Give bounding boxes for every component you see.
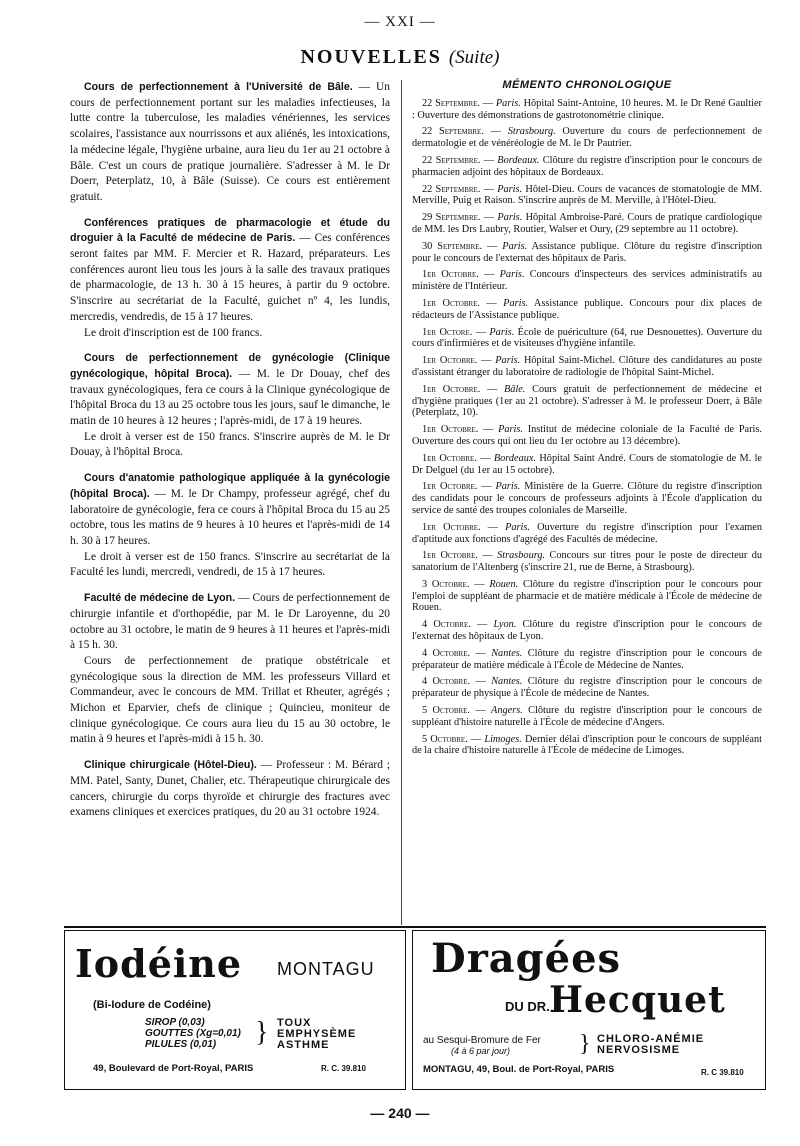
memento-entry: 1er Octobre. — Strasbourg. Concours sur titres pour le poste de directeur du sanatorium de l'Altenberg (s'inscrire 21, rue de Berne, à Strasbourg). <box>412 550 762 574</box>
iodeine-indications <box>277 1018 356 1051</box>
article-text: Le droit à verser est de 150 francs. S'inscrire au secrétariat de la Faculté les lundi, mercredi, vendredi, de 15 à 17 heures. <box>70 550 390 579</box>
dragees-dose: (4 à 6 par jour) <box>451 1046 511 1056</box>
entry-text: Dernier délai d'inscription pour le concours de suppléant de la chaire d'histoire naturelle à l'École de médecine de Limoges. <box>412 733 763 757</box>
iodeine-form: GOUTTES (Xg=0,01) <box>145 1028 241 1039</box>
dragees-indication: NERVOSISME <box>597 1044 681 1056</box>
entry-date: 4 Octobre. <box>422 676 471 688</box>
iodeine-address: 49, Boulevard de Port-Royal, PARIS <box>93 1063 254 1074</box>
entry-date: 1er Octobre. <box>422 383 481 395</box>
article-paragraph <box>70 216 390 326</box>
entry-date: 4 Octobre. <box>422 647 471 659</box>
article-text: Cours de perfectionnement de pratique obstétricale et gynécologique sous la direction de MM. les professeurs Villard et Commandeur, avec le concours de MM. Trillat et Rheuter, agrégés ; Michon et Eparvier, chefs de clinique ; Quincieu, moniteur de clinique gynécologique. Ce cours aura lieu du 15 au 30 octobre, le matin à 9 heures et l'après-midi à 15 h. 30. <box>70 654 390 746</box>
memento-entry: 29 Septembre. — Paris. Hôpital Ambroise-Paré. Cours de pratique cardiologique de MM. les Drs Laubry, Routier, Walser et Oury, (29 septembre au 11 octobre). <box>412 212 762 235</box>
entry-date: 1er Octobre. <box>422 550 478 562</box>
article-text: Le droit d'inscription est de 100 francs. <box>84 326 263 339</box>
dragees-indications <box>597 1034 704 1056</box>
entry-text: Ministère de la Guerre. Clôture du registre d'inscription des candidats pour le concours de professeurs adjoints à l'École d'application du service de santé des troupes coloniales de Marseille. <box>412 481 763 516</box>
news-article <box>70 471 390 581</box>
article-paragraph <box>70 654 390 748</box>
entry-date: 1er Octobre. <box>422 452 477 464</box>
news-article <box>70 758 390 821</box>
iodeine-rc: R. C. 39.810 <box>321 1064 366 1073</box>
memento-entry: 1er Octore. — Paris. École de puériculture (64, rue Desnouettes). Ouverture du cours d'infirmières et de visiteuses d'hygiène infantile. <box>412 326 763 350</box>
entry-date: 1er Octobre. <box>422 355 478 367</box>
entry-date: 1er Octore. <box>422 326 473 338</box>
memento-entry: 1er Octobre. — Bâle. Cours gratuit de perfectionnement de médecine et d'hygiène pratiques (1er au 21 octobre). S'adresser à M. le professeur Doerr, à Bâle (Peterplatz, 10). <box>412 383 762 419</box>
entry-date: 22 Septembre. <box>422 97 480 109</box>
article-title: Cours d'anatomie pathologique appliquée à la gynécologie (hôpital Broca). <box>70 472 390 500</box>
entry-text: Cours gratuit de perfectionnement de médecine et d'hygiène pratiques (1er au 21 octobre). S'adresser à M. le professeur Doerr, à Bâle (Peterplatz, 10). <box>412 383 762 419</box>
entry-city: Paris. <box>489 326 515 338</box>
entry-text: Clôture du registre d'inscription pour le concours de suppléant d'histoire naturelle à l'École de médecine d'Angers. <box>412 705 762 728</box>
article-text: — M. le Dr Champy, professeur agrégé, chef du laboratoire de gynécologie, fera ce cours à l'hôpital Broca du 15 au 25 octobre, tous les matins de 9 heures à 10 heures et l'après-midi de 14 h. 30 à 17 heures. <box>70 487 390 547</box>
memento-entry: 22 Septembre. — Strasbourg. Ouverture du cours de perfectionnement de dermatologie et de vénéréologie de M. le Dr Pautrier. <box>412 126 762 150</box>
entry-city: Paris. <box>502 240 528 252</box>
article-title: Clinique chirurgicale (Hôtel-Dieu). <box>84 759 257 772</box>
dragees-du: DU DR. <box>505 999 550 1014</box>
entry-date: 1er Octobre. <box>422 269 479 281</box>
entry-city: Paris. <box>497 183 523 195</box>
entry-city: Nantes. <box>491 676 523 688</box>
article-title: Conférences pratiques de pharmacologie et étude du droguier à la Faculté de médecine de Paris. <box>70 216 390 245</box>
article-text: — Un cours de perfectionnement portant sur les maladies infectieuses, la lutte contre la tuberculose, les maladies vénériennes, les services scolaires, l'assistance aux nourrissons et aux aliénés, les intoxications, la médecine légale, l'hygiène urbaine, aura lieu du 1er au 21 octobre à Bâle. C'est un cours de pratique journalière. S'adresser à M. le Dr Doerr, Peterplatz, 10, à Bâle (Suisse). Ce cours est entièrement gratuit. <box>70 81 390 203</box>
memento-entry: 1er Octobre. — Paris. Assistance publique. Concours pour dix places de rédacteurs de l'Assistance publique. <box>412 297 762 321</box>
entry-text: Clôture du registre d'inscription pour le concours de préparateur de matière médicale à l'École de Médecine de Nantes. <box>412 647 762 671</box>
article-text: — Cours de perfectionnement de chirurgie infantile et d'orthopédie, par M. le Dr Laroyenne, du 20 octobre au 31 octobre, le matin de 9 heures à 11 heures et l'après-midi à 15 h. 30. <box>70 592 390 652</box>
entry-city: Paris. <box>498 424 523 436</box>
memento-entry: 1er Octobre. — Paris. Hôpital Saint-Michel. Clôture des candidatures au poste d'assistant étranger du laboratoire de radiologie de l'hôpital Saint-Michel. <box>412 355 763 378</box>
section-suite: (Suite) <box>448 47 500 68</box>
entry-date: 22 Septembre. <box>422 183 481 195</box>
entry-text: Hôpital Saint-Michel. Clôture des candidatures au poste d'assistant étranger du laboratoire de radiologie de l'hôpital Saint-Michel. <box>412 355 763 378</box>
memento-entry: 1er Octobre. — Bordeaux. Hôpital Saint André. Cours de stomatologie de M. le Dr Delguel (du 1er au 15 octobre). <box>412 452 763 476</box>
dragees-brand: Dragées <box>431 935 622 982</box>
entry-text: Institut de médecine coloniale de la Faculté de Paris. Ouverture des cours qui ont lieu du 1er octobre au 13 décembre). <box>412 424 762 447</box>
ad-dragees-hecquet <box>412 930 766 1090</box>
memento-entry: 1er Octobre. — Paris. Ouverture du registre d'inscription pour l'examen d'aptitude aux fonctions d'agrégé des Facultés de médecine. <box>412 521 762 545</box>
entry-text: Hôtel-Dieu. Cours de vacances de stomatologie de MM. Merville, Puig et Raison. S'inscrire auprès de M. Merville, à l'Hôtel-Dieu. <box>412 183 763 207</box>
entry-city: Rouen. <box>489 578 519 590</box>
entry-text: Ouverture du cours de perfectionnement de dermatologie et de vénéréologie de M. le Dr Pautrier. <box>412 126 762 150</box>
article-text: — Ces conférences seront faites par MM. F. Mercier et R. Hazard, préparateurs. Les conférences auront lieu tous les jours à la salle des travaux pratiques de pharmacologie, de 13 h. 30 à 15 heures, à partir du 9 octobre. S'inscrire au secrétariat de la Faculté, guichet nº 4, les lundis, mercredis, vendredis, de 15 à 17 heures. <box>70 232 390 323</box>
memento-entry: 3 Octobre. — Rouen. Clôture du registre d'inscription pour le concours pour l'emploi de suppléant de pharmacie et de matière médicale à l'École de médecine de Rouen. <box>412 578 762 614</box>
ad-iodeine <box>64 930 406 1090</box>
entry-date: 5 Octobre. <box>422 705 471 717</box>
memento-list <box>412 98 762 757</box>
entry-city: Paris. <box>505 521 530 533</box>
memento-entry: 22 Septembre. — Paris. Hôpital Saint-Antoine, 10 heures. M. le Dr René Gaultier : Ouverture des démonstrations de gastrotonométrie clinique. <box>412 97 762 121</box>
dragees-address: MONTAGU, 49, Boul. de Port-Royal, PARIS <box>423 1064 615 1075</box>
entry-city: Lyon. <box>493 619 517 631</box>
article-title: Faculté de médecine de Lyon. <box>84 592 236 605</box>
entry-text: Hôpital Saint-Antoine, 10 heures. M. le Dr René Gaultier : Ouverture des démonstrations de gastrotonométrie clinique. <box>412 97 762 121</box>
iodeine-subtitle: (Bi-Iodure de Codéine) <box>93 999 211 1011</box>
entry-city: Bâle. <box>503 383 526 395</box>
entry-city: Paris. <box>495 481 521 493</box>
entry-date: 29 Septembre. <box>422 212 481 224</box>
article-paragraph <box>70 430 390 461</box>
iodeine-indication: ASTHME <box>277 1039 330 1051</box>
entry-city: Paris. <box>499 269 525 281</box>
article-paragraph <box>70 758 390 821</box>
news-article <box>70 216 390 342</box>
dragees-name: Hecquet <box>549 979 726 1021</box>
entry-date: 22 Septembre. <box>422 126 484 138</box>
entry-text: Concours sur titres pour le poste de directeur du sanatorium de l'Altenberg (s'inscrire 21, rue de Berne, à Strasbourg). <box>412 550 762 574</box>
entry-date: 4 Octobre. <box>422 619 471 631</box>
page-number-bottom: — 240 — <box>370 1105 430 1121</box>
article-paragraph <box>70 80 390 206</box>
entry-city: Limoges. <box>484 733 522 745</box>
section-header <box>0 46 800 69</box>
memento-title: MÉMENTO CHRONOLOGIQUE <box>502 79 672 91</box>
memento-entry: 4 Octobre. — Nantes. Clôture du registre d'inscription pour le concours de préparateur de physique à l'École de médecine de Nantes. <box>412 676 762 700</box>
memento-entry: 1er Octobre. — Paris. Concours d'inspecteurs des services administratifs au ministère de l'Intérieur. <box>412 269 762 293</box>
news-column <box>70 80 390 831</box>
article-paragraph <box>70 471 390 550</box>
iodeine-forms <box>145 1017 241 1050</box>
iodeine-form: PILULES (0,01) <box>145 1039 217 1050</box>
entry-text: Clôture du registre d'inscription pour le concours de préparateur de physique à l'École de médecine de Nantes. <box>412 676 762 700</box>
column-divider <box>401 80 402 925</box>
memento-entry: 22 Septembre. — Paris. Hôtel-Dieu. Cours de vacances de stomatologie de MM. Merville, Puig et Raison. S'inscrire auprès de M. Merville, à l'Hôtel-Dieu. <box>412 183 763 207</box>
entry-city: Paris. <box>495 97 521 109</box>
memento-column <box>412 80 762 762</box>
entry-date: 3 Octobre. <box>422 578 470 590</box>
iodeine-maker: MONTAGU <box>277 959 375 979</box>
page-number-top: — XXI — <box>364 14 436 30</box>
news-article <box>70 591 390 748</box>
memento-entry: 4 Octobre. — Nantes. Clôture du registre d'inscription pour le concours de préparateur de matière médicale à l'École de Médecine de Nantes. <box>412 647 762 671</box>
entry-date: 1er Octobre. <box>422 481 478 493</box>
memento-entry: 4 Octobre. — Lyon. Clôture du registre d'inscription pour le concours de l'externat des hôpitaux de Lyon. <box>412 619 762 643</box>
dragees-rc: R. C 39.810 <box>701 1068 744 1077</box>
memento-entry: 5 Octobre. — Angers. Clôture du registre d'inscription pour le concours de suppléant d'histoire naturelle à l'École de médecine d'Angers. <box>412 705 762 728</box>
article-paragraph <box>70 351 390 430</box>
iodeine-form: SIROP (0,03) <box>145 1017 205 1028</box>
entry-city: Paris. <box>495 355 521 367</box>
article-text: — M. le Dr Douay, chef des travaux gynécologiques, fera ce cours à la Clinique gynécologique de l'hôpital Broca du 13 au 25 octobre tous les jours, sauf le dimanche, le matin de 10 heures à 12 heures ; l'après-midi, de 17 à 19 heures. <box>70 367 390 428</box>
article-text: Le droit à verser est de 150 francs. S'inscrire auprès de M. le Dr Douay, à l'hôpital Broca. <box>70 430 390 459</box>
article-paragraph <box>70 326 390 342</box>
brace-icon: } <box>579 1031 591 1057</box>
entry-city: Paris. <box>503 297 529 309</box>
memento-entry: 22 Septembre. — Bordeaux. Clôture du registre d'inscription pour le concours de pharmacien adjoint des hôpitaux de Bordeaux. <box>412 154 762 178</box>
dragees-composition: au Sesqui-Bromure de Fer <box>423 1035 541 1046</box>
entry-text: Ouverture du registre d'inscription pour l'examen d'aptitude aux fonctions d'agrégé des Facultés de médecine. <box>412 521 762 545</box>
entry-text: Assistance publique. Clôture du registre d'inscription pour le concours de l'externat des hôpitaux de Paris. <box>412 240 763 264</box>
article-title: Cours de perfectionnement à l'Université de Bâle. <box>84 81 353 93</box>
entry-city: Nantes. <box>491 647 523 659</box>
ads-rule <box>64 926 766 928</box>
iodeine-indication: TOUX <box>277 1017 312 1029</box>
entry-text: Clôture du registre d'inscription pour le concours de pharmacien adjoint des hôpitaux de Bordeaux. <box>412 154 762 178</box>
entry-date: 1er Octobre. <box>422 424 479 436</box>
entry-date: 30 Septembre. <box>422 240 483 252</box>
section-title: NOUVELLES <box>300 46 442 68</box>
entry-city: Bordeaux. <box>497 154 540 166</box>
entry-text: Clôture du registre d'inscription pour le concours pour l'emploi de suppléant de pharmacie et de matière médicale à l'École de médecine de Rouen. <box>412 578 762 614</box>
entry-text: Concours d'inspecteurs des services administratifs au ministère de l'Intérieur. <box>412 269 762 293</box>
article-text: — Professeur : M. Bérard ; MM. Patel, Santy, Dunet, Chalier, etc. Thérapeutique chirurgicale des cancers, chirurgie du corps thyroïde et chirurgie des fractures avec examens cliniques et exercices pratiques, du 20 au 31 octobre 1924. <box>70 759 390 819</box>
article-title: Cours de perfectionnement de gynécologie (Clinique gynécologique, hôpital Broca). <box>70 352 390 380</box>
memento-entry: 1er Octobre. — Paris. Ministère de la Guerre. Clôture du registre d'inscription des candidats pour le concours de professeurs adjoints à l'École d'application du service de santé des troupes coloniales de Marseille. <box>412 481 763 516</box>
entry-text: Assistance publique. Concours pour dix places de rédacteurs de l'Assistance publique. <box>412 297 762 321</box>
memento-entry: 5 Octobre. — Limoges. Dernier délai d'inscription pour le concours de suppléant de la chaire d'histoire naturelle à l'École de médecine de Limoges. <box>412 733 763 757</box>
entry-city: Paris. <box>497 212 523 224</box>
entry-city: Bordeaux. <box>493 452 537 464</box>
entry-text: Hôpital Saint André. Cours de stomatologie de M. le Dr Delguel (du 1er au 15 octobre). <box>412 452 763 476</box>
entry-text: École de puériculture (64, rue Desnouettes). Ouverture du cours d'infirmières et de visiteuses d'hygiène infantile. <box>412 326 763 350</box>
entry-city: Strasbourg. <box>497 550 546 562</box>
entry-city: Strasbourg. <box>507 126 556 138</box>
entry-city: Angers. <box>491 705 523 717</box>
news-article <box>70 351 390 461</box>
entry-text: Hôpital Ambroise-Paré. Cours de pratique cardiologique de MM. les Drs Laubry, Routier, Walser et Oury, (29 septembre au 11 octobre). <box>412 212 762 235</box>
memento-entry: 30 Septembre. — Paris. Assistance publique. Clôture du registre d'inscription pour le concours de l'externat des hôpitaux de Paris. <box>412 240 763 264</box>
entry-text: Clôture du registre d'inscription pour le concours de l'externat des hôpitaux de Lyon. <box>412 619 762 643</box>
article-paragraph <box>70 550 390 581</box>
iodeine-brand: Iodéine <box>75 941 243 986</box>
news-article <box>70 80 390 206</box>
entry-date: 5 Octobre. <box>422 733 468 745</box>
brace-icon: } <box>255 1017 269 1048</box>
entry-date: 1er Octobre. <box>422 521 481 533</box>
iodeine-indication: EMPHYSÈME <box>277 1028 357 1040</box>
dragees-indication: CHLORO-ANÉMIE <box>597 1033 705 1045</box>
entry-date: 22 Septembre. <box>422 154 481 166</box>
article-paragraph <box>70 591 390 654</box>
entry-date: 1er Octobre. <box>422 297 481 309</box>
memento-entry: 1er Octobre. — Paris. Institut de médecine coloniale de la Faculté de Paris. Ouverture des cours qui ont lieu du 1er octobre au 13 décembre). <box>412 424 762 447</box>
